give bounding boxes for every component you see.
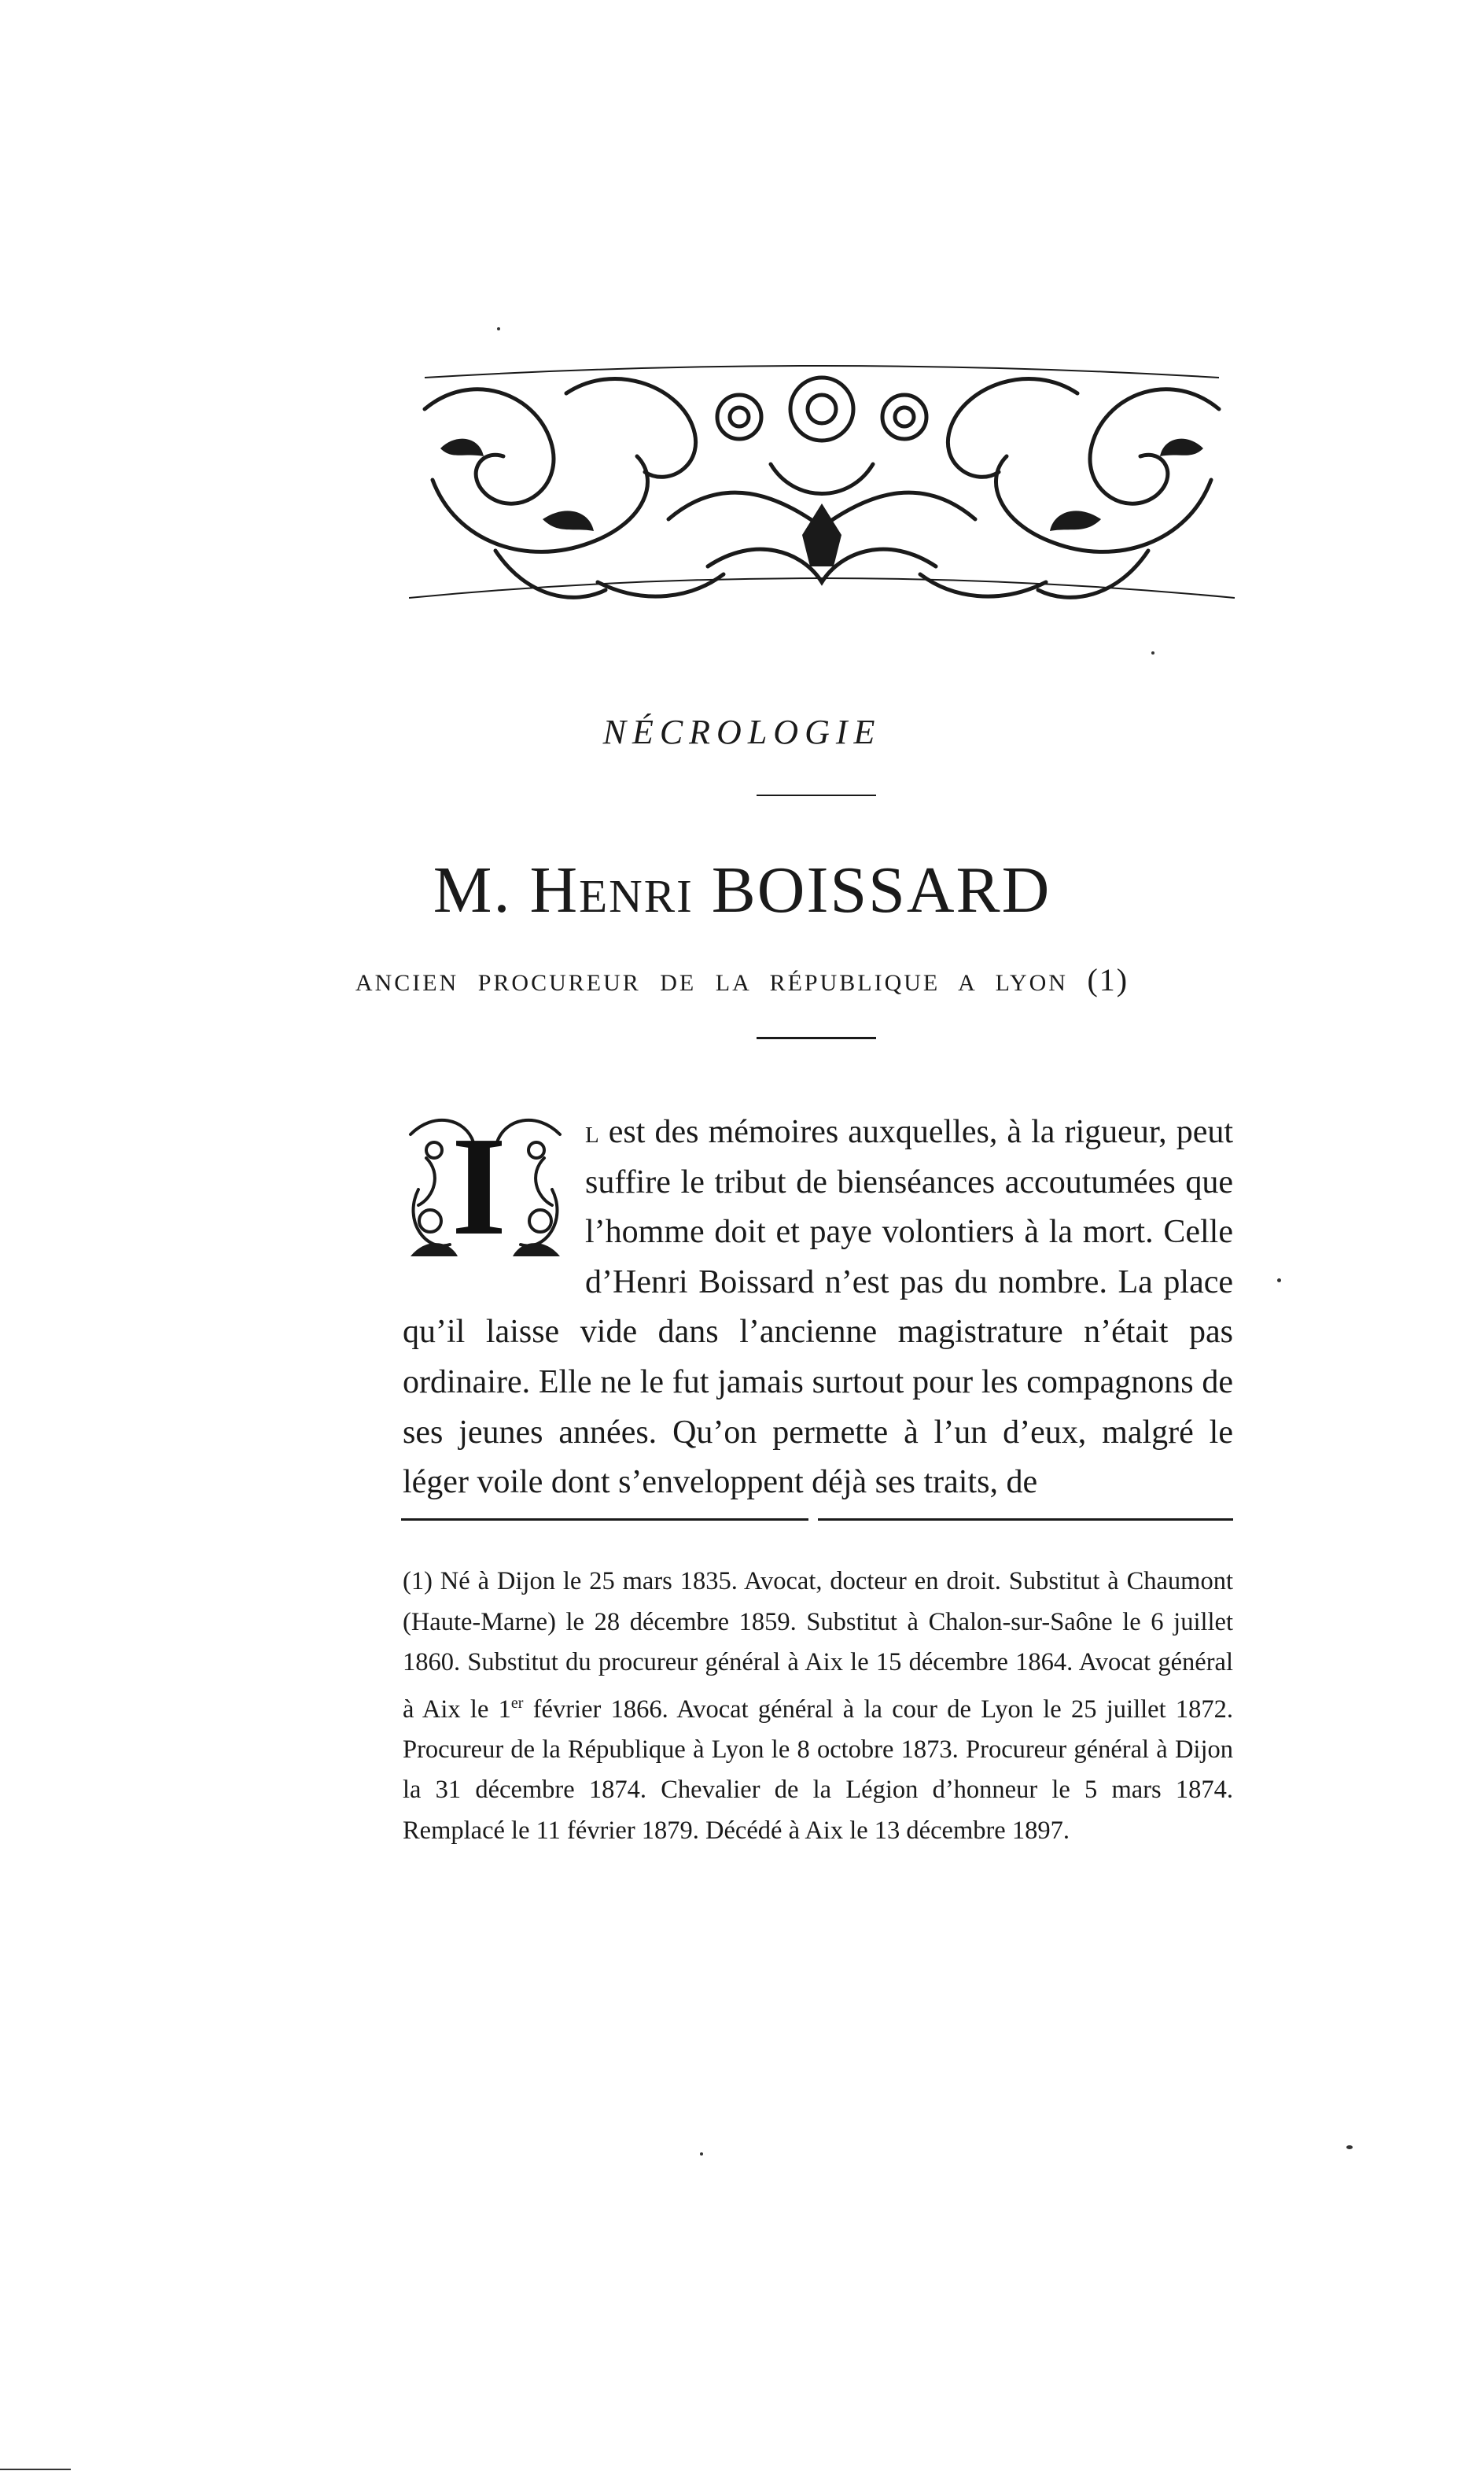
subtitle-text: ANCIEN PROCUREUR DE LA RÉPUBLIQUE A LYON: [355, 970, 1068, 996]
section-title: NÉCROLOGIE: [602, 713, 882, 751]
print-speck: [1277, 1278, 1281, 1282]
print-speck: [497, 327, 500, 330]
footnote-superscript: er: [510, 1694, 524, 1712]
decorative-headpiece-ornament: [409, 362, 1235, 614]
obituary-subtitle: [0, 961, 1484, 998]
divider-rule: [757, 795, 876, 796]
print-speck: [700, 2152, 703, 2156]
decorated-initial: [403, 1108, 568, 1264]
name-prefix: M.: [433, 854, 530, 927]
first-word-rest: [585, 1114, 599, 1150]
print-speck: [0, 2469, 71, 2470]
print-speck: [1151, 651, 1154, 655]
name-given: Henri: [529, 854, 694, 927]
footnote-separator: [818, 1518, 1233, 1521]
footnote: [403, 1562, 1233, 1851]
first-word-letter: l: [585, 1114, 599, 1150]
divider-rule: [757, 1037, 876, 1039]
footnote-text-part1: (1) Né à Dijon le 25 mars 1835. Avocat, docteur en droit. Substitut à Chaumont (Haute-Marne) le 28 décembre 1859. Substitut à Chalon-sur-Saône le 6 juillet 1860. Substitut du procureur général à Aix le 15 décembre 1864. Avocat général à Aix le 1: [403, 1567, 1233, 1724]
footnote-separator: [401, 1518, 808, 1521]
print-speck: [1346, 2145, 1353, 2149]
dropcap-letter: I: [451, 1108, 507, 1264]
body-text: est des mémoires auxquelles, à la rigueur, peut suffire le tribut de bienséances accoutumées que l’homme doit et paye volontiers à la mort. Celle d’Henri Boissard n’est pas du nombre. La place qu’il laisse vide dans l’ancienne magistrature n’était pas ordinaire. Elle ne le fut jamais surtout pour les compagnons de ses jeunes années. Qu’on permette à l’un d’eux, malgré le léger voile dont s’enveloppent déjà ses traits, de: [403, 1114, 1233, 1501]
footnote-text-part2: février 1866. Avocat général à la cour de Lyon le 25 juillet 1872. Procureur de la République à Lyon le 8 octobre 1873. Procureur général à Dijon la 31 décembre 1874. Chevalier de la Légion d’honneur le 5 mars 1874. Remplacé le 11 février 1879. Décédé à Aix le 13 décembre 1897.: [403, 1695, 1233, 1845]
obituary-name-heading: [0, 854, 1484, 927]
name-family: BOISSARD: [711, 854, 1051, 927]
body-paragraph: [403, 1108, 1233, 1508]
footnote-reference: (1): [1087, 962, 1129, 998]
